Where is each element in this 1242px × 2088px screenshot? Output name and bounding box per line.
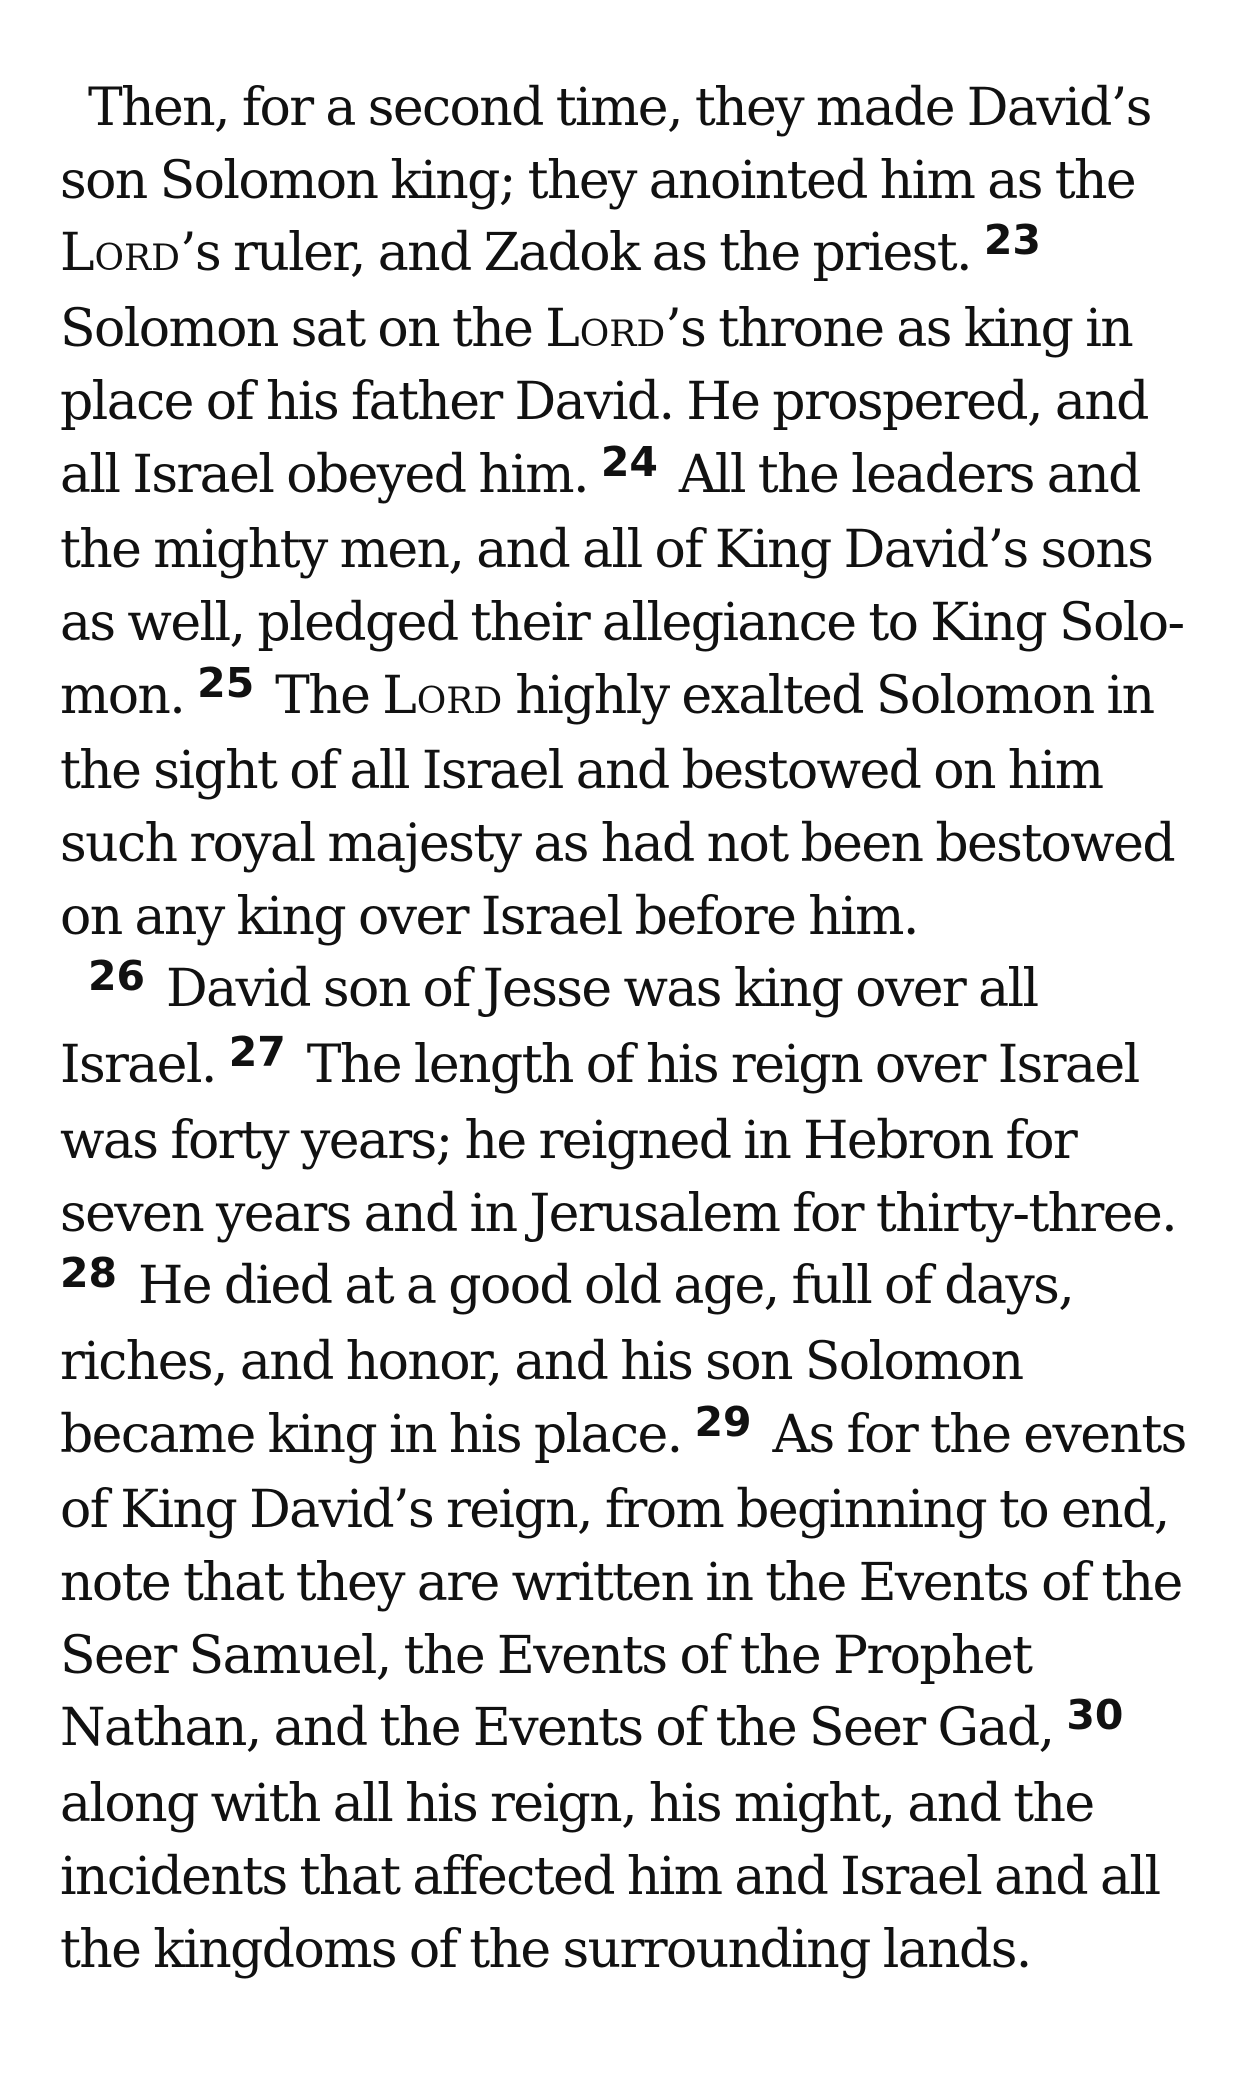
verse-number-26: 26: [88, 952, 146, 1001]
text-segment: Solomon sat on the: [60, 299, 546, 360]
text-segment: The: [262, 665, 383, 726]
verse-number-25: 25: [197, 658, 255, 707]
divine-name: Lord: [382, 665, 503, 726]
text-segment: All the leaders and the mighty men, and all of King David’s sons as well, pledged their allegiance to King Solomon.: [60, 444, 1186, 726]
text-segment: David son of Jesse was king over all Israel.: [60, 959, 1038, 1096]
divine-name: Lord: [60, 223, 181, 284]
text-segment: As for the events of King David’s reign, from beginning to end, note that they are written in the Events of the Seer Samuel, the Events of the Prophet Nathan, and the Events of the Seer Gad,: [60, 1404, 1186, 1759]
verse-number-24: 24: [600, 437, 658, 486]
paragraph-2: [60, 953, 1190, 1986]
divine-name: Lord: [545, 299, 666, 360]
verse-number-27: 27: [228, 1028, 286, 1077]
verse-number-28: 28: [60, 1249, 118, 1298]
text-segment: The length of his reign over Israel was forty years; he reigned in Hebron for seven years and in Jerusalem for thirty-three.: [60, 1035, 1177, 1244]
text-segment: along with all his reign, his might, and the incidents that affected him and Israel and all the kingdoms of the surrounding lands.: [60, 1774, 1160, 1980]
text-segment: ’s throne as king in place of his father David. He prospered, and all Israel obeyed him.: [60, 299, 1148, 505]
text-segment: Then, for a second time, they made David’s son Solomon king; they anointed him as the: [60, 78, 1151, 211]
text-segment: He died at a good old age, full of days, riches, and honor, and his son Solomon became king in his place.: [60, 1256, 1074, 1465]
verse-number-30: 30: [1066, 1691, 1124, 1740]
scripture-text: [60, 72, 1190, 1986]
verse-number-23: 23: [983, 216, 1041, 265]
text-segment: highly exalted Solomon in the sight of all Israel and bestowed on him such royal majesty as had not been bestowed on any king over Israel before him.: [60, 665, 1175, 947]
text-segment: ’s ruler, and Zadok as the priest.: [180, 223, 984, 284]
verse-number-29: 29: [694, 1397, 752, 1446]
paragraph-1: [60, 72, 1190, 953]
